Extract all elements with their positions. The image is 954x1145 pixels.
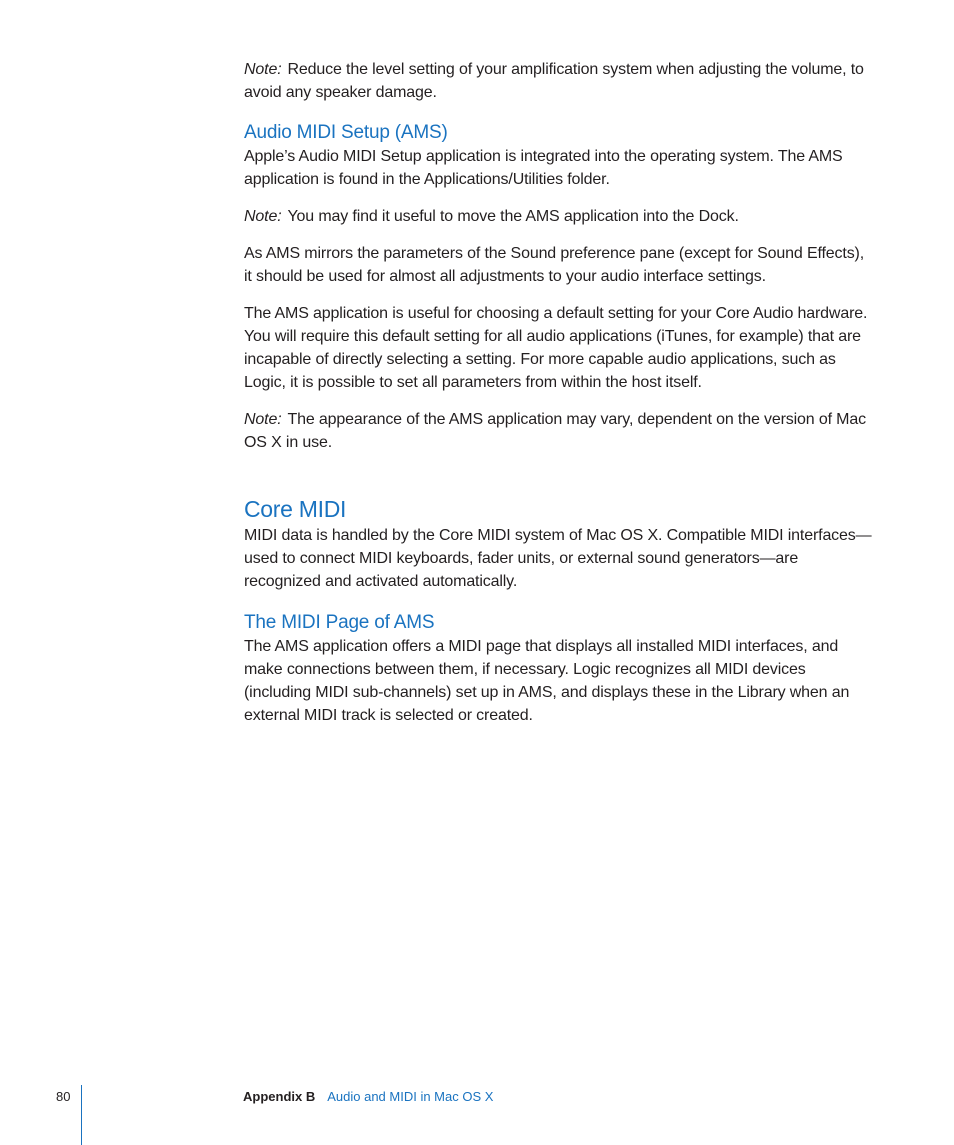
section-heading-ams: Audio MIDI Setup (AMS): [244, 122, 448, 143]
chapter-heading-core-midi: Core MIDI: [244, 496, 347, 522]
note-paragraph-3: [244, 408, 874, 454]
footer-divider: [81, 1085, 82, 1145]
page-number: 80: [56, 1089, 71, 1104]
section-heading-midi-page: The MIDI Page of AMS: [244, 612, 435, 633]
ams-paragraph-3: The AMS application is useful for choosing a default setting for your Core Audio hardware. You will require this default setting for all audio applications (iTunes, for example) that are incapable of directly selecting a setting. For more capable audio applications, such as Logic, it is possible to set all parameters from within the host itself.: [244, 305, 868, 391]
note-text: The appearance of the AMS application may vary, dependent on the version of Mac OS X in use.: [244, 411, 866, 451]
note-paragraph-2: [244, 205, 874, 228]
midi-page-paragraph: The AMS application offers a MIDI page that displays all installed MIDI interfaces, and make connections between them, if necessary. Logic recognizes all MIDI devices (including MIDI sub-channels) set up in AMS, and displays these in the Library when an external MIDI track is selected or created.: [244, 638, 850, 724]
note-text: You may find it useful to move the AMS application into the Dock.: [287, 208, 739, 225]
note-label: Note:: [244, 208, 282, 225]
note-text: Reduce the level setting of your amplification system when adjusting the volume, to avoid any speaker damage.: [244, 61, 864, 101]
page-content: [244, 58, 874, 727]
footer-running-head: [243, 1089, 493, 1105]
note-paragraph-1: [244, 58, 874, 104]
core-midi-paragraph: MIDI data is handled by the Core MIDI system of Mac OS X. Compatible MIDI interfaces—used to connect MIDI keyboards, fader units, or external sound generators—are recognized and activated automatically.: [244, 527, 872, 590]
footer-chapter-link[interactable]: Audio and MIDI in Mac OS X: [327, 1089, 494, 1104]
ams-paragraph-1: Apple’s Audio MIDI Setup application is integrated into the operating system. The AMS application is found in the Applications/Utilities folder.: [244, 148, 843, 188]
note-label: Note:: [244, 411, 282, 428]
footer-appendix: Appendix B: [243, 1089, 316, 1104]
note-label: Note:: [244, 61, 282, 78]
ams-paragraph-2: As AMS mirrors the parameters of the Sound preference pane (except for Sound Effects), it should be used for almost all adjustments to your audio interface settings.: [244, 245, 865, 285]
